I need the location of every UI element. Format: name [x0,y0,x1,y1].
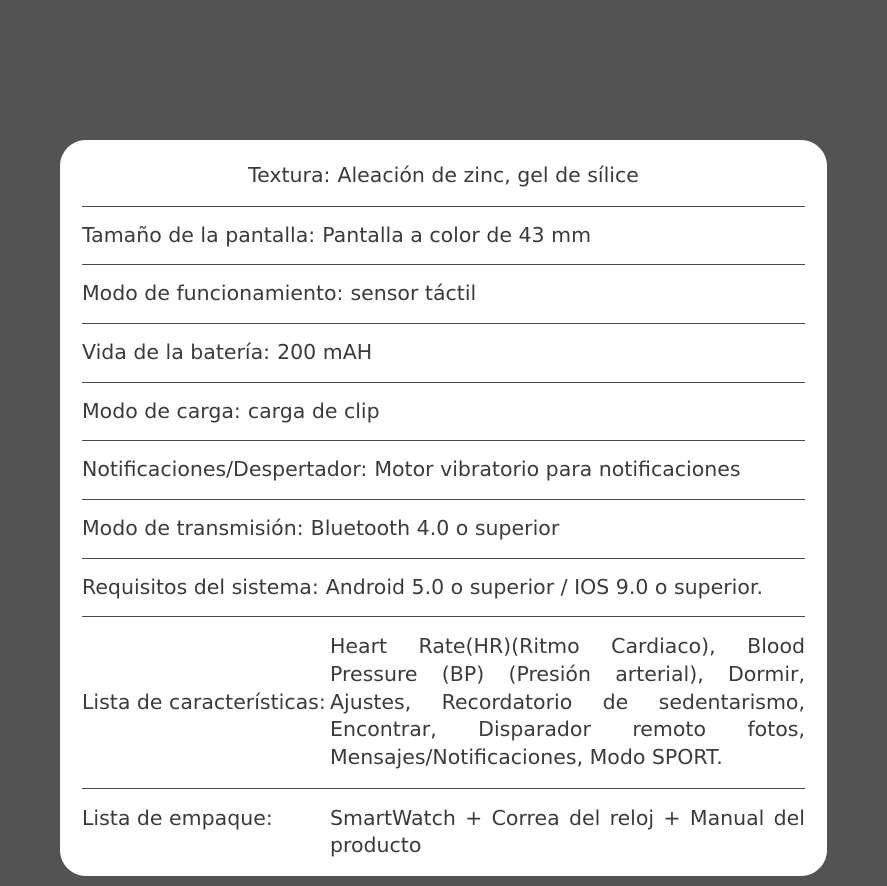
spec-row-textura [82,140,805,207]
spec-label: Lista de características: [82,689,326,714]
spec-label: Tamaño de la pantalla: [82,222,316,247]
spec-value: SmartWatch + Correa del reloj + Manual del producto [330,805,805,858]
spec-label: Requisitos del sistema: [82,574,319,599]
spec-row-modo-carga [82,383,805,442]
spec-row-vida-bateria [82,324,805,383]
spec-value: sensor táctil [350,281,477,306]
spec-row-modo-funcionamiento [82,265,805,324]
spec-value: Pantalla a color de 43 mm [322,222,592,247]
spec-label: Notificaciones/Despertador: [82,457,368,482]
spec-value: carga de clip [247,398,380,423]
spec-row-requisitos-sistema [82,559,805,618]
spec-label: Modo de carga: [82,398,241,423]
spec-label: Modo de funcionamiento: [82,281,344,306]
spec-row-lista-empaque [82,789,805,876]
spec-value: Bluetooth 4.0 o superior [310,516,560,541]
spec-label: Textura: [248,163,331,187]
spec-label: Modo de transmisión: [82,516,304,541]
spec-value: 200 mAH [277,340,373,365]
spec-row-modo-transmision [82,500,805,559]
spec-value: Heart Rate(HR)(Ritmo Cardiaco), Blood Pressure (BP) (Presión arterial), Dormir, Ajustes, Recordatorio de sedentarismo, Encontrar, Disparador remoto fotos, Mensajes/Notificaciones, Modo SPORT. [330,634,805,770]
spec-value: Motor vibratorio para notificaciones [374,457,741,482]
spec-value: Aleación de zinc, gel de sílice [337,163,639,187]
spec-row-lista-caracteristicas [82,617,805,788]
spec-label: Lista de empaque: [82,805,273,830]
spec-value: Android 5.0 o superior / IOS 9.0 o superior. [325,574,763,599]
specification-card [60,140,827,876]
spec-row-notificaciones-despertador [82,441,805,500]
spec-row-tamano-pantalla [82,207,805,266]
spec-label: Vida de la batería: [82,340,271,365]
